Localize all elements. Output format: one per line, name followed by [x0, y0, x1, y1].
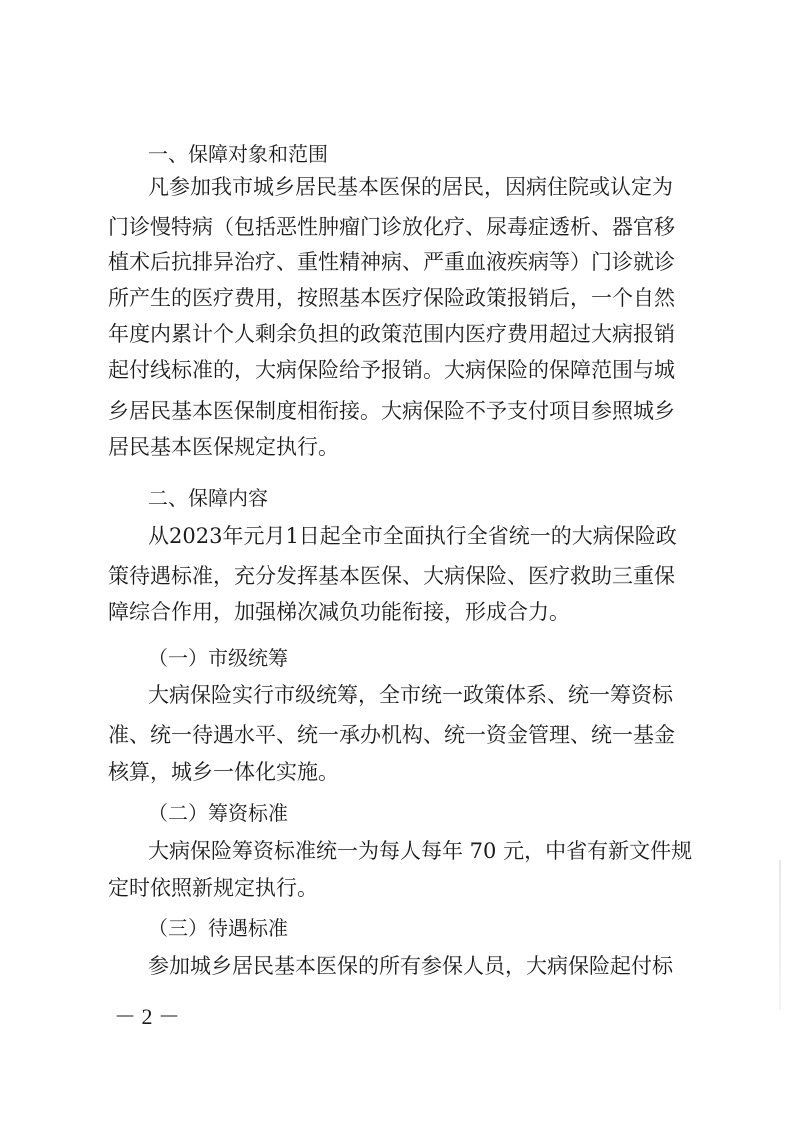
paragraph-line [0, 597, 793, 627]
paragraph-line [0, 757, 793, 787]
section-heading-text: 一、保障对象和范围 [148, 142, 328, 166]
subsection-heading-text: （一）市级统筹 [148, 646, 288, 670]
paragraph-text: 乡居民基本医保制度相衔接。大病保险不予支付项目参照城乡 [108, 399, 675, 423]
paragraph-line [0, 396, 793, 426]
paragraph-line [0, 319, 793, 349]
section-heading [0, 483, 793, 513]
paragraph-text: 准、统一待遇水平、统一承办机构、统一资金管理、统一基金 [108, 723, 675, 747]
paragraph-line [0, 680, 793, 710]
paragraph-line [0, 212, 793, 242]
section-heading [0, 139, 793, 169]
subsection-heading-text: （二）筹资标准 [148, 801, 288, 825]
subsection-heading [0, 643, 793, 673]
paragraph-text: 大病保险实行市级统筹，全市统一政策体系、统一筹资标 [148, 683, 673, 707]
paragraph-line [0, 951, 793, 981]
paragraph-text: 起付线标准的，大病保险给予报销。大病保险的保障范围与城 [108, 358, 675, 382]
paragraph-text: 核算，城乡一体化实施。 [108, 760, 339, 784]
paragraph-line [0, 355, 793, 385]
paragraph-line [0, 521, 793, 551]
paragraph-line [0, 283, 793, 313]
page-number: － 2 － [114, 1004, 181, 1029]
paragraph-line [0, 873, 793, 903]
paragraph-text: 门诊慢特病（包括恶性肿瘤门诊放化疗、尿毒症透析、器官移 [108, 215, 675, 239]
paragraph-text: 植术后抗排异治疗、重性精神病、严重血液疾病等）门诊就诊 [108, 250, 675, 274]
paragraph-line [0, 247, 793, 277]
paragraph-line [0, 172, 793, 202]
subsection-heading-text: （三）待遇标准 [148, 916, 288, 940]
paragraph-line [0, 561, 793, 591]
paragraph-text: 大病保险筹资标准统一为每人每年 70 元，中省有新文件规 [148, 839, 693, 863]
paragraph-line [0, 432, 793, 462]
paragraph-text: 策待遇标准，充分发挥基本医保、大病保险、医疗救助三重保 [108, 564, 675, 588]
paragraph-text: 居民基本医保规定执行。 [108, 435, 339, 459]
paragraph-line [0, 836, 793, 866]
paragraph-line [0, 720, 793, 750]
subsection-heading [0, 798, 793, 828]
paragraph-text: 定时依照新规定执行。 [108, 876, 318, 900]
paragraph-text: 凡参加我市城乡居民基本医保的居民，因病住院或认定为 [148, 175, 673, 199]
paragraph-text: 从2023年元月1日起全市全面执行全省统一的大病保险政 [148, 524, 677, 548]
scan-edge-shadow [779, 860, 781, 1010]
paragraph-text: 障综合作用，加强梯次减负功能衔接，形成合力。 [108, 600, 570, 624]
paragraph-text: 参加城乡居民基本医保的所有参保人员，大病保险起付标 [148, 954, 673, 978]
section-heading-text: 二、保障内容 [148, 486, 268, 510]
paragraph-text: 所产生的医疗费用，按照基本医疗保险政策报销后，一个自然 [108, 286, 675, 310]
subsection-heading [0, 913, 793, 943]
paragraph-text: 年度内累计个人剩余负担的政策范围内医疗费用超过大病报销 [108, 322, 675, 346]
